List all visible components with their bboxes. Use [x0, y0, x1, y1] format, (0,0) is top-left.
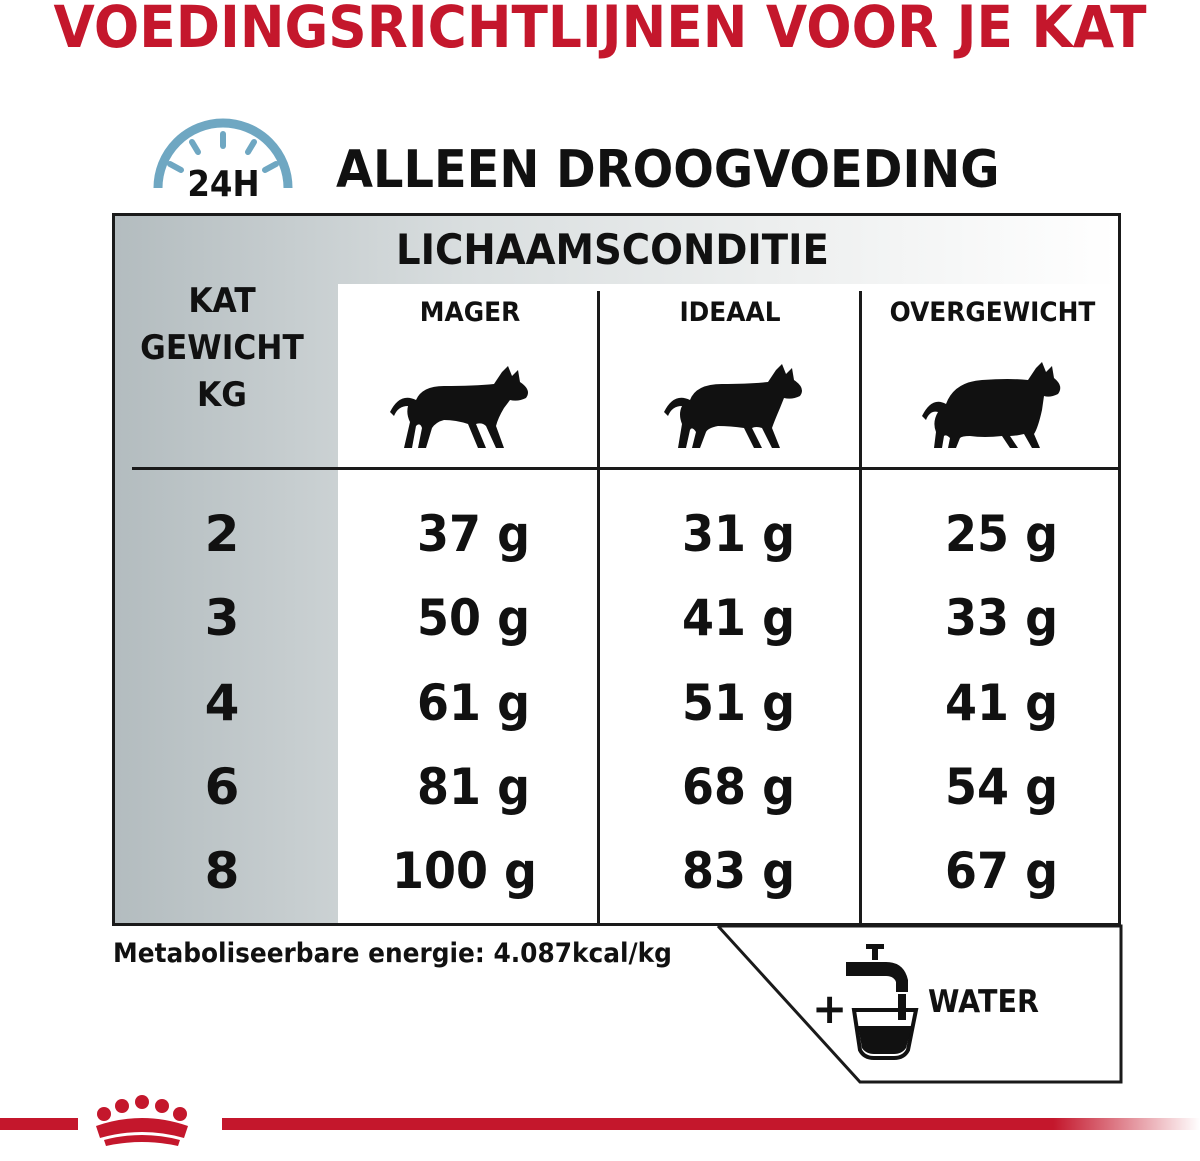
- table-cell: 51 g: [682, 674, 795, 732]
- energy-note: Metaboliseerbare energie: 4.087kcal/kg: [113, 938, 672, 969]
- weight-cell: 8: [204, 842, 240, 900]
- cat-weight-header: [139, 278, 305, 419]
- table-cell: 33 g: [945, 589, 1058, 647]
- body-condition-heading: LICHAAMSCONDITIE: [396, 225, 829, 274]
- ideal-cat-icon: [660, 362, 806, 452]
- thin-cat-icon: [386, 362, 532, 452]
- column-header-ideaal: IDEAAL: [679, 297, 781, 328]
- column-divider: [597, 291, 600, 926]
- table-cell: 41 g: [682, 589, 795, 647]
- water-tap-bowl-icon: [838, 940, 922, 1062]
- table-cell: 61 g: [417, 674, 530, 732]
- header-divider: [132, 467, 1121, 470]
- weight-cell: 4: [204, 674, 240, 732]
- table-cell: 100 g: [392, 842, 537, 900]
- column-header-mager: MAGER: [419, 297, 521, 328]
- page-title: VOEDINGSRICHTLIJNEN VOOR JE KAT: [53, 0, 1147, 61]
- clock-label: 24H: [187, 164, 260, 205]
- overweight-cat-icon: [918, 362, 1064, 452]
- table-cell: 25 g: [945, 505, 1058, 563]
- cat-weight-header-line: KAT: [188, 281, 256, 321]
- cat-weight-header-line: KG: [197, 375, 247, 415]
- cat-weight-header-line: GEWICHT: [140, 328, 304, 368]
- weight-cell: 3: [204, 589, 240, 647]
- table-cell: 67 g: [945, 842, 1058, 900]
- table-cell: 83 g: [682, 842, 795, 900]
- table-cell: 37 g: [417, 505, 530, 563]
- table-cell: 68 g: [682, 758, 795, 816]
- table-cell: 31 g: [682, 505, 795, 563]
- water-label: WATER: [928, 984, 1039, 1020]
- plus-sign: +: [812, 984, 848, 1033]
- crown-logo-icon: [96, 1095, 188, 1146]
- column-header-overgewicht: OVERGEWICHT: [889, 297, 1096, 328]
- table-cell: 81 g: [417, 758, 530, 816]
- weight-cell: 2: [204, 505, 240, 563]
- footer-band: [0, 1094, 1200, 1154]
- table-cell: 50 g: [417, 589, 530, 647]
- table-cell: 41 g: [945, 674, 1058, 732]
- column-divider: [859, 291, 862, 926]
- section-title: ALLEEN DROOGVOEDING: [336, 140, 1000, 200]
- table-cell: 54 g: [945, 758, 1058, 816]
- weight-cell: 6: [204, 758, 240, 816]
